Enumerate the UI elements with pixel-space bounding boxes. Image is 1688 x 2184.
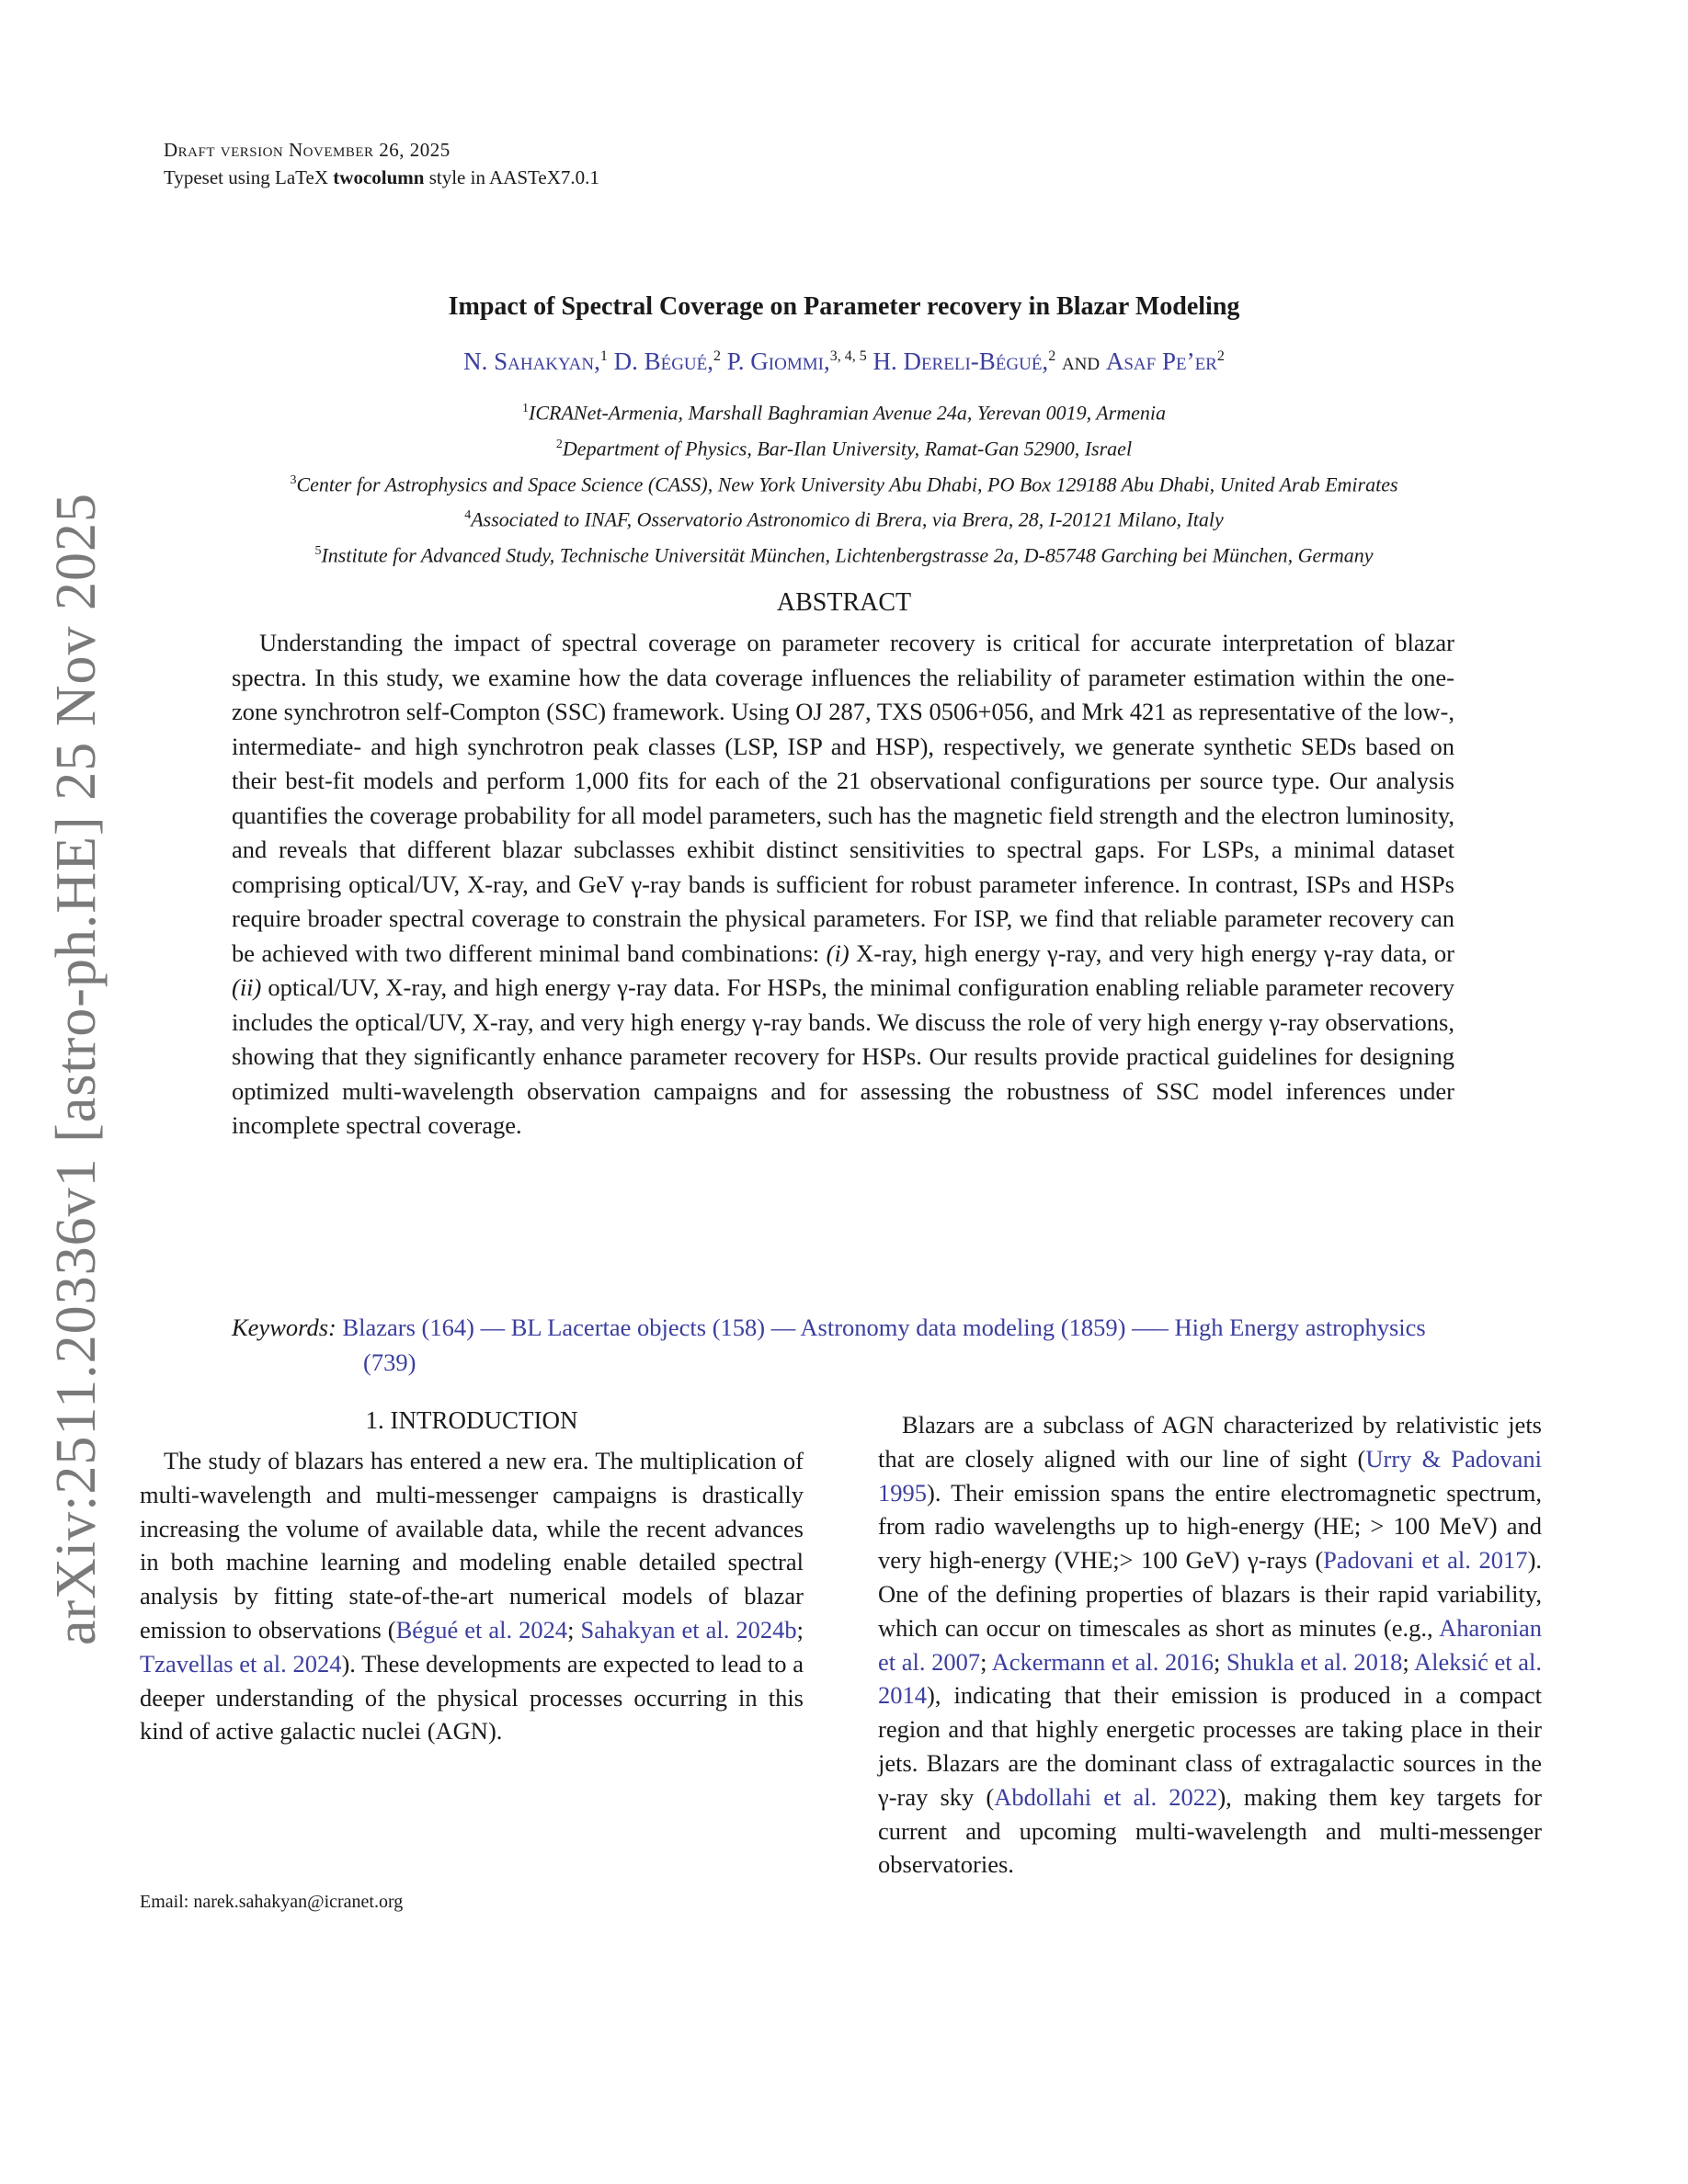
- citation-link[interactable]: Aleksić et al. 2014: [878, 1647, 1543, 1710]
- citation-link[interactable]: Aharonian et al. 2007: [878, 1613, 1542, 1676]
- keyword-link[interactable]: BL Lacertae objects (158): [510, 1314, 766, 1341]
- keyword-link[interactable]: High Energy astrophysics (739): [363, 1314, 1426, 1376]
- author-link[interactable]: H. Dereli-Bégué,: [873, 347, 1049, 375]
- abstract-body: Understanding the impact of spectral coverage on parameter recovery is critical for accurate interpretation of blazar spectra. In this study, we examine how the data coverage influences the reliability of parameter estimation within the one-zone synchrotron self-Compton (SSC) framework. Using OJ 287, TXS 0506+056, and Mrk 421 as representative of the low-, intermediate- and high synchrotron peak classes (LSP, ISP and HSP), respectively, we generate synthetic SEDs based on their best-fit models and perform 1,000 fits for each of the 21 observational configurations per source type. Our analysis quantifies the coverage probability for all model parameters, such has the magnetic field strength and the electron luminosity, and reveals that different blazar subclasses exhibit distinct sensitivities to spectral gaps. For LSPs, a minimal dataset comprising optical/UV, X-ray, and GeV γ-ray bands is sufficient for robust parameter inference. In contrast, ISPs and HSPs require broader spectral coverage to constrain the physical parameters. For ISP, we find that reliable parameter recovery can be achieved with two different minimal band combinations: (i) X-ray, high energy γ-ray, and very high energy γ-ray data, or (ii) optical/UV, X-ray, and high energy γ-ray data. For HSPs, the minimal configuration enabling reliable parameter recovery includes the optical/UV, X-ray, and very high energy γ-ray bands. We discuss the role of very high energy γ-ray observations, showing that they significantly enhance parameter recovery for HSPs. Our results provide practical guidelines for designing optimized multi-wavelength observation campaigns and for assessing the robustness of SSC model inferences under incomplete spectral coverage.: [232, 629, 1455, 1139]
- citation-link[interactable]: Shukla et al. 2018: [1226, 1647, 1403, 1676]
- affiliation: $^5$Institute for Advanced Study, Technische Universität München, Lichtenbergstrasse 2a, D-85748 Garching bei München, Germany: [314, 543, 1374, 567]
- citation-link[interactable]: Urry & Padovani 1995: [878, 1444, 1542, 1507]
- latex-logo: LaTeX: [275, 166, 329, 188]
- keywords-label: Keywords:: [232, 1314, 336, 1341]
- email-footnote: Email: narek.sahakyan@icranet.org: [140, 1892, 404, 1912]
- arxiv-stamp: arXiv:2511.20336v1 [astro-ph.HE] 25 Nov 2025: [45, 493, 108, 1645]
- authors-and: and: [1061, 347, 1101, 375]
- affiliation: $^3$Center for Astrophysics and Space Science (CASS), New York University Abu Dhabi, PO Box 129188 Abu Dhabi, United Arab Emirates: [290, 472, 1398, 495]
- author-link[interactable]: P. Giommi,: [726, 347, 830, 375]
- section-heading: 1. INTRODUCTION: [365, 1406, 578, 1434]
- keyword-link[interactable]: Blazars (164): [342, 1314, 474, 1341]
- keywords: Keywords: Blazars (164) — BL Lacertae objects (158) — Astronomy data modeling (1859) —– High Energy astrophysics (739): [232, 1314, 1426, 1376]
- intro-paragraph: Blazars are a subclass of AGN characterized by relativistic jets that are closely aligned with our line of sight (Urry & Padovani 1995). Their emission spans the entire electromagnetic spectrum, from radio wavelengths up to high-energy (HE; > 100 MeV) and very high-energy (VHE;> 100 GeV) γ-rays (Padovani et al. 2017). One of the defining properties of blazars is their rapid variability, which can occur on timescales as short as minutes (e.g., Aharonian et al. 2007; Ackermann et al. 2016; Shukla et al. 2018; Aleksić et al. 2014), indicating that their emission is produced in a compact region and that highly energetic processes are taking place in their jets. Blazars are the dominant class of extragalactic sources in the γ-ray sky (Abdollahi et al. 2022), making them key targets for current and upcoming multi-wavelength and multi-messenger observatories.: [878, 1411, 1543, 1879]
- affiliation: $^2$Department of Physics, Bar-Ilan University, Ramat-Gan 52900, Israel: [555, 437, 1133, 461]
- citation-link[interactable]: Ackermann et al. 2016: [991, 1647, 1215, 1676]
- affiliation: $^4$Associated to INAF, Osservatorio Astronomico di Brera, via Brera, 28, I-20121 Milano, Italy: [464, 507, 1224, 531]
- paper-title: Impact of Spectral Coverage on Parameter recovery in Blazar Modeling: [448, 292, 1240, 321]
- left-column: [140, 1406, 804, 1748]
- citation-link[interactable]: Padovani et al. 2017: [1323, 1546, 1528, 1575]
- citation-link[interactable]: Sahakyan et al. 2024b: [580, 1615, 797, 1644]
- citation-link[interactable]: Tzavellas et al. 2024: [140, 1649, 342, 1678]
- affiliation-list: [0, 393, 1688, 572]
- author-list: N. Sahakyan,$^1$ D. Bégué,$^2$ P. Giommi,$^{3, 4, 5}$ H. Dereli-Bégué,$^2$ and Asaf $Pe’er^2$: [463, 347, 1225, 375]
- draft-line: Draft version November 26, 2025: [164, 139, 451, 161]
- affiliation: $^1$ICRANet-Armenia, Marshall Baghramian Avenue 24a, Yerevan 0019, Armenia: [522, 401, 1166, 425]
- typeset-line: Typeset using LaTeX twocolumn style in AASTeX7.0.1: [164, 166, 599, 188]
- draft-header: [164, 136, 599, 191]
- author-link[interactable]: Asaf Pe’er: [1105, 347, 1217, 375]
- intro-paragraph: The study of blazars has entered a new era. The multiplication of multi-wavelength and multi-messenger campaigns is drastically increasing the volume of available data, while the recent advances in both machine learning and modeling enable detailed spectral analysis by fitting state-of-the-art numerical models of blazar emission to observations (Bégué et al. 2024; Sahakyan et al. 2024b; Tzavellas et al. 2024). These developments are expected to lead to a deeper understanding of the physical processes occurring in this kind of active galactic nuclei (AGN).: [140, 1447, 804, 1746]
- citation-link[interactable]: Bégué et al. 2024: [395, 1615, 568, 1644]
- citation-link[interactable]: Abdollahi et al. 2022: [994, 1782, 1218, 1811]
- author-link[interactable]: N. Sahakyan,: [463, 347, 600, 375]
- author-link[interactable]: D. Bégué,: [613, 347, 714, 375]
- keyword-link[interactable]: Astronomy data modeling (1859): [800, 1314, 1126, 1341]
- abstract-heading: ABSTRACT: [776, 588, 912, 617]
- right-column: [878, 1408, 1542, 1882]
